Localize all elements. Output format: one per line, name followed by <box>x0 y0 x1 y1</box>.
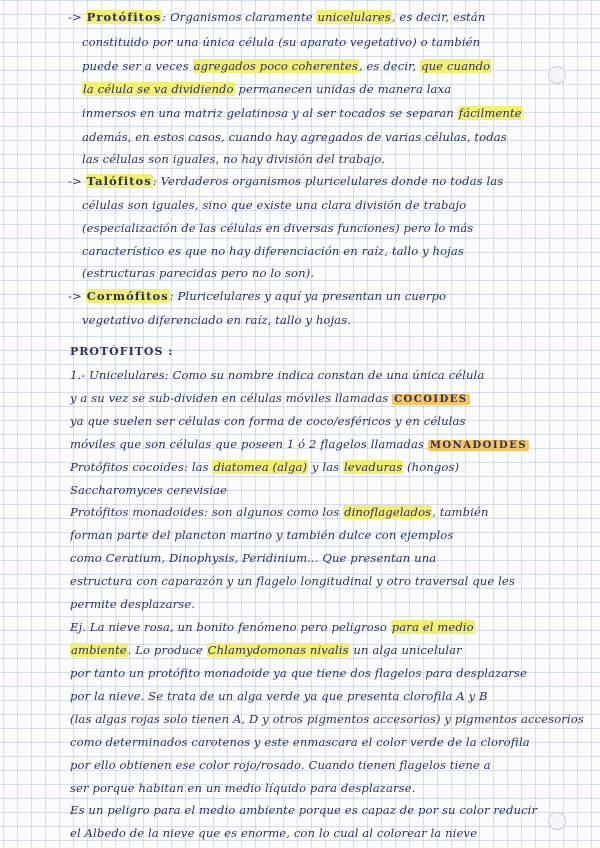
note-line: característico es que no hay diferenciación en raíz, tallo y hojas <box>82 244 464 258</box>
note-line: Ej. La nieve rosa, un bonito fenómeno pero peligroso para el medio <box>70 620 474 634</box>
note-line: forman parte del plancton marino y también dulce con ejemplos <box>70 528 454 542</box>
note-line: constituido por una única célula (su aparato vegetativo) o también <box>82 35 481 49</box>
highlight: Chlamydomonas nivalis <box>207 643 349 657</box>
note-line: ambiente. Lo produce Chlamydomonas nivalis un alga unicelular <box>71 643 462 657</box>
note-line: -> Cormófitos: Pluricelulares y aquí ya presentan un cuerpo <box>68 289 447 303</box>
note-line: por la nieve. Se trata de un alga verde ya que presenta clorofila A y B <box>70 689 488 703</box>
term-protofitos: Protófitos <box>86 10 162 24</box>
highlight: levaduras <box>344 460 403 474</box>
note-line: inmersos en una matriz gelatinosa y al ser tocados se separan fácilmente <box>82 106 522 120</box>
note-line: 1.- Unicelulares: Como su nombre indica constan de una única célula <box>70 368 485 382</box>
term-talofitos: Talófitos <box>86 174 152 188</box>
note-line: además, en estos casos, cuando hay agregados de varias células, todas <box>82 130 507 144</box>
highlight: unicelulares <box>317 10 391 24</box>
term-cormofitos: Cormófitos <box>86 289 169 303</box>
note-line: (las algas rojas solo tienen A, D y otros pigmentos accesorios) y pigmentos accesorios <box>70 712 584 726</box>
note-line: como determinados carotenos y este enmascara el color verde de la clorofila <box>70 735 530 749</box>
note-line: -> Protófitos: Organismos claramente unicelulares, es decir, están <box>68 10 486 24</box>
term-monadoides: MONADOIDES <box>429 440 528 451</box>
note-line: Es un peligro para el medio ambiente porque es capaz de por su color reducir <box>70 803 538 817</box>
section-heading: PROTÓFITOS : <box>70 345 174 358</box>
note-line: móviles que son células que poseen 1 ó 2 flagelos llamadas MONADOIDES <box>70 437 528 451</box>
note-line: puede ser a veces agregados poco coherentes, es decir, que cuando <box>82 59 491 73</box>
note-line: por ello obtienen ese color rojo/rosado. Cuando tienen flagelos tiene a <box>70 758 491 772</box>
note-line: y a su vez se sub-dividen en células móviles llamadas COCOIDES <box>70 391 468 405</box>
highlight: para el medio <box>391 620 474 634</box>
highlight: dinoflagelados <box>344 505 432 519</box>
term-cocoides: COCOIDES <box>394 394 468 405</box>
note-line: (especialización de las células en diversas funciones) pero lo más <box>82 221 474 235</box>
note-line: las células son iguales, no hay división del trabajo. <box>82 152 385 166</box>
note-line: la célula se va dividiendo permanecen unidas de manera laxa <box>83 82 452 96</box>
highlight: ambiente <box>71 643 127 657</box>
note-line: -> Talófitos: Verdaderos organismos pluricelulares donde no todas las <box>68 174 504 188</box>
note-line: (estructuras parecidas pero no lo son). <box>82 266 315 280</box>
note-line: ser porque habitan en un medio líquido para desplazarse. <box>70 781 416 795</box>
note-line: Protófitos cocoides: las diatomea (alga) y las levaduras (hongos) <box>70 460 460 474</box>
note-line: estructura con caparazón y un flagelo longitudinal y otro traversal que les <box>70 574 515 588</box>
note-line: Protófitos monadoides: son algunos como los dinoflagelados, también <box>70 505 489 519</box>
note-line: Saccharomyces cerevisiae <box>70 483 228 497</box>
note-line: por tanto un protófito monadoide ya que tiene dos flagelos para desplazarse <box>70 666 527 680</box>
highlight: fácilmente <box>458 106 522 120</box>
highlight: diatomea (alga) <box>213 460 308 474</box>
highlight: la célula se va dividiendo <box>83 82 234 96</box>
note-line: como Ceratium, Dinophysis, Peridinium... Que presentan una <box>70 551 437 565</box>
note-line: vegetativo diferenciado en raíz, tallo y hojas. <box>82 313 352 327</box>
highlight: que cuando <box>421 59 491 73</box>
note-line: ya que suelen ser células con forma de coco/esféricos y en células <box>70 414 466 428</box>
note-line: el Albedo de la nieve que es enorme, con lo cual al colorear la nieve <box>70 826 478 840</box>
note-line: células son iguales, sino que existe una clara división de trabajo <box>82 198 467 212</box>
highlight: agregados poco coherentes <box>193 59 358 73</box>
note-line: permite desplazarse. <box>70 597 196 611</box>
